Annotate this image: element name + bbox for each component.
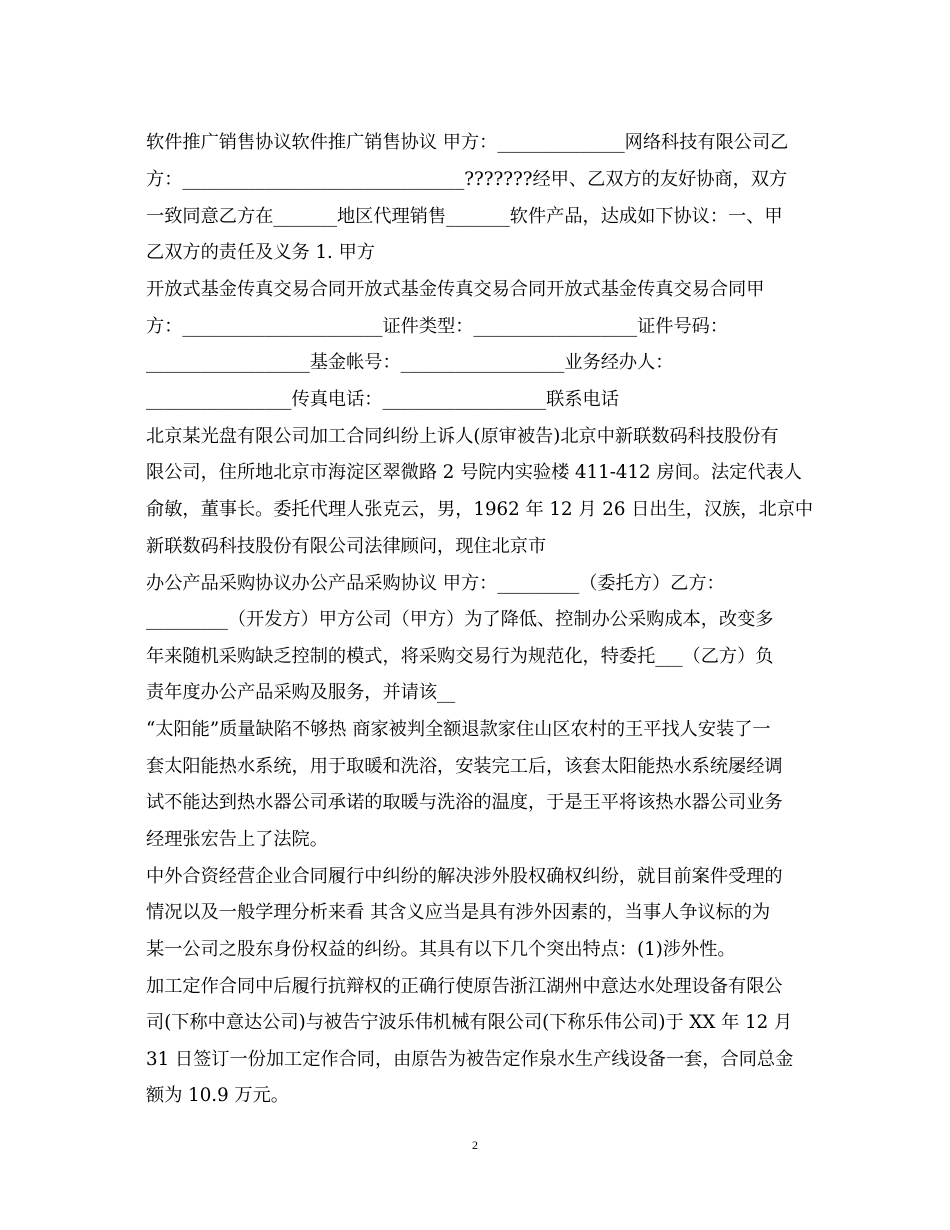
paragraph-1-line-3: 一致同意乙方在_______地区代理销售_______软件产品，达成如下协议：一、甲 <box>146 206 783 227</box>
paragraph-2-line-3: __________________基金帐号：__________________业务经办人： <box>146 352 674 373</box>
paragraph-7-line-2: 司(下称中意达公司)与被告宁波乐伟机械有限公司(下称乐伟公司)于 XX 年 12 月 <box>146 1012 793 1033</box>
paragraph-3-line-3: 俞敏，董事长。委托代理人张克云，男，1962 年 12 月 26 日出生，汉族，北京中 <box>146 499 814 520</box>
paragraph-2-line-2: 方：______________________证件类型：__________________证件号码： <box>146 316 729 337</box>
paragraph-6-line-3: 某一公司之股东身份权益的纠纷。其具有以下几个突出特点：(1)涉外性。 <box>146 939 736 960</box>
paragraph-3-line-1: 北京某光盘有限公司加工合同纠纷上诉人(原审被告)北京中新联数码科技股份有 <box>146 426 779 447</box>
paragraph-7-line-3: 31 日签订一份加工定作合同，由原告为被告定作泉水生产线设备一套，合同总金 <box>146 1049 794 1070</box>
page-number: 2 <box>472 1138 478 1152</box>
paragraph-4-line-2: _________（开发方）甲方公司（甲方）为了降低、控制办公采购成本，改变多 <box>146 609 774 630</box>
paragraph-5-line-3: 试不能达到热水器公司承诺的取暖与洗浴的温度，于是王平将该热水器公司业务 <box>146 792 783 813</box>
paragraph-1-line-1: 软件推广销售协议软件推广销售协议 甲方：______________网络科技有限公司乙 <box>146 132 789 153</box>
paragraph-7-line-1: 加工定作合同中后履行抗辩权的正确行使原告浙江湖州中意达水处理设备有限公 <box>146 976 783 997</box>
paragraph-5-line-4: 经理张宏告上了法院。 <box>146 829 328 850</box>
paragraph-7-line-4: 额为 10.9 万元。 <box>146 1085 289 1106</box>
paragraph-4-line-3: 年来随机采购缺乏控制的模式，将采购交易行为规范化，特委托___（乙方）负 <box>146 646 774 667</box>
paragraph-3-line-2: 限公司，住所地北京市海淀区翠微路 2 号院内实验楼 411-412 房间。法定代表人 <box>146 462 802 483</box>
paragraph-5-line-1: “太阳能”质量缺陷不够热 商家被判全额退款家住山区农村的王平找人安装了一 <box>146 719 771 740</box>
paragraph-2-line-1: 开放式基金传真交易合同开放式基金传真交易合同开放式基金传真交易合同甲 <box>146 279 765 300</box>
paragraph-4-line-4: 责年度办公产品采购及服务，并请该__ <box>146 682 456 703</box>
paragraph-4-line-1: 办公产品采购协议办公产品采购协议 甲方：_________（委托方）乙方： <box>146 573 725 594</box>
paragraph-1-line-2: 方：_______________________________???????经甲、乙双方的友好协商，双方 <box>146 169 788 190</box>
paragraph-1-line-4: 乙双方的责任及义务 1. 甲方 <box>146 242 375 263</box>
paragraph-3-line-4: 新联数码科技股份有限公司法律顾问，现住北京市 <box>146 536 547 557</box>
paragraph-6-line-2: 情况以及一般学理分析来看 其含义应当是具有涉外因素的，当事人争议标的为 <box>146 902 771 923</box>
paragraph-2-line-4: ________________传真电话：__________________联系电话 <box>146 389 619 410</box>
paragraph-6-line-1: 中外合资经营企业合同履行中纠纷的解决涉外股权确权纠纷，就目前案件受理的 <box>146 866 783 887</box>
paragraph-5-line-2: 套太阳能热水系统，用于取暖和洗浴，安装完工后，该套太阳能热水系统屡经调 <box>146 756 783 777</box>
